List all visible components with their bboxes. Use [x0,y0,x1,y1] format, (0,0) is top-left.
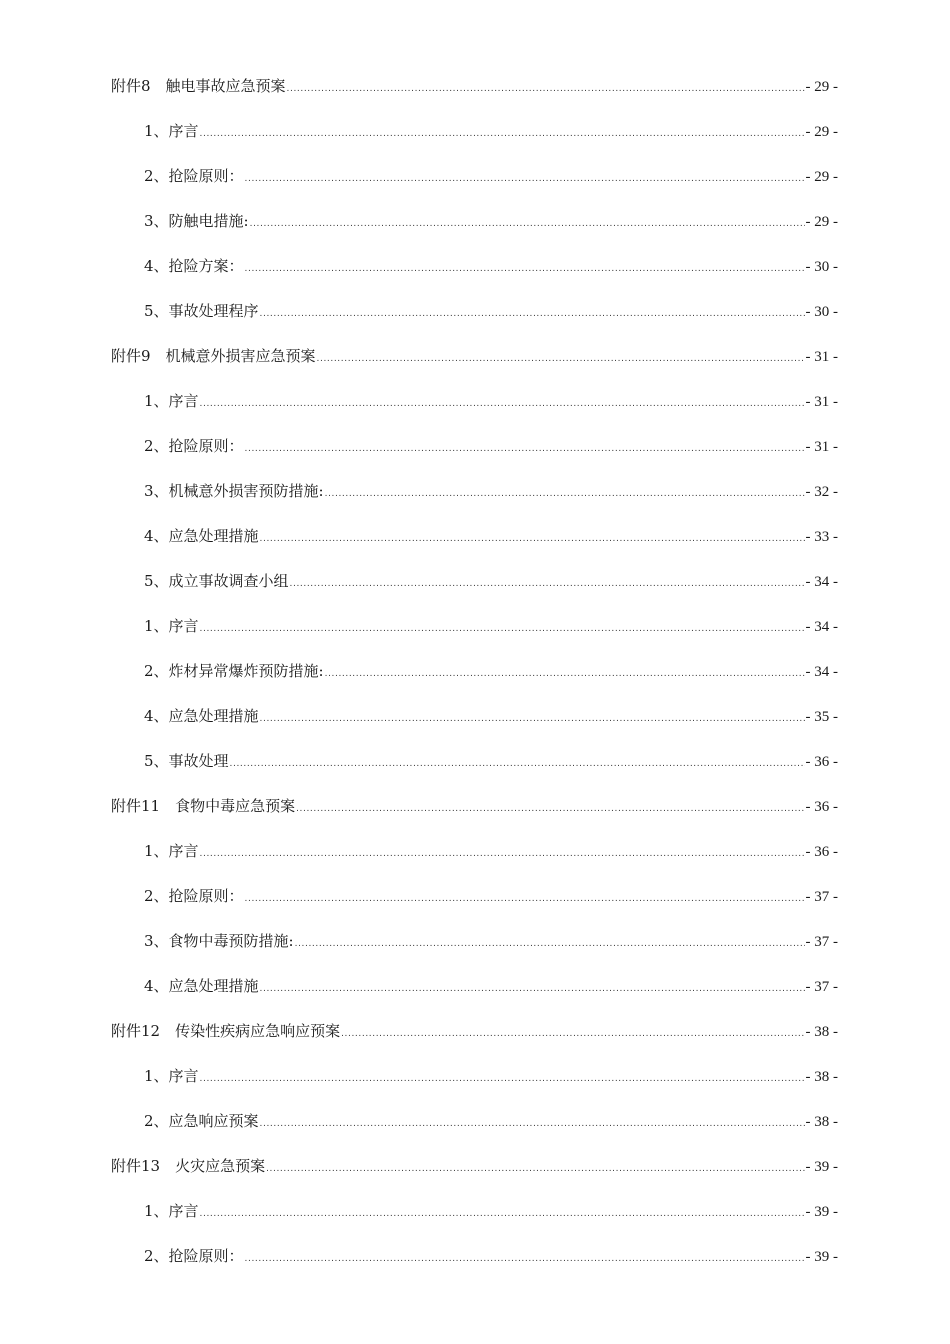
dot-leader [295,926,805,959]
toc-entry[interactable] [111,611,838,656]
toc-entry[interactable] [111,566,838,611]
toc-entry-title: 附件9 机械意外损害应急预案 [111,347,316,365]
toc-entry-page: - 29 - [805,169,838,185]
toc-entry[interactable] [111,296,838,341]
toc-entry-title: 2、应急响应预案 [144,1112,259,1130]
toc-entry-title: 3、食物中毒预防措施: [144,932,294,950]
toc-entry[interactable] [111,836,838,881]
dot-leader [200,1196,805,1229]
toc-entry[interactable] [111,701,838,746]
toc-entry-page: - 31 - [805,394,838,410]
toc-entry-page: - 36 - [805,754,838,770]
toc-entry[interactable] [111,1106,838,1151]
toc-entry-page: - 29 - [805,79,838,95]
dot-leader [290,566,805,599]
dot-leader [245,251,805,284]
toc-entry[interactable] [111,791,838,836]
dot-leader [245,881,805,914]
toc-entry[interactable] [111,926,838,971]
toc-entry[interactable] [111,881,838,926]
toc-entry-title: 5、成立事故调查小组 [144,572,289,590]
toc-entry-title: 附件8 触电事故应急预案 [111,77,286,95]
dot-leader [200,611,805,644]
dot-leader [230,746,805,779]
toc-entry-page: - 37 - [805,979,838,995]
dot-leader [200,836,805,869]
dot-leader [260,971,805,1004]
toc-entry-title: 2、抢险原则： [144,167,244,185]
toc-entry[interactable] [111,1241,838,1286]
dot-leader [200,1061,805,1094]
toc-entry-page: - 36 - [805,844,838,860]
dot-leader [245,431,805,464]
toc-entry-page: - 33 - [805,529,838,545]
toc-entry-title: 2、抢险原则： [144,1247,244,1265]
toc-entry-title: 附件12 传染性疾病应急响应预案 [111,1022,341,1040]
toc-entry-title: 1、序言 [144,1202,199,1220]
toc-entry[interactable] [111,1196,838,1241]
toc-entry[interactable] [111,521,838,566]
toc-entry[interactable] [111,1016,838,1061]
toc-entry-title: 附件11 食物中毒应急预案 [111,797,296,815]
dot-leader [317,341,805,374]
toc-entry-title: 3、防触电措施: [144,212,249,230]
toc-entry-page: - 39 - [805,1249,838,1265]
toc-entry-page: - 34 - [805,664,838,680]
toc-entry[interactable] [111,431,838,476]
toc-entry-page: - 39 - [805,1204,838,1220]
dot-leader [260,521,805,554]
dot-leader [325,656,805,689]
toc-entry-title: 2、炸材异常爆炸预防措施: [144,662,324,680]
toc-entry-page: - 34 - [805,574,838,590]
toc-entry-title: 1、序言 [144,1067,199,1085]
dot-leader [325,476,805,509]
toc-entry-page: - 38 - [805,1114,838,1130]
dot-leader [341,1016,804,1049]
dot-leader [266,1151,804,1184]
toc-entry-page: - 29 - [805,124,838,140]
toc-entry-title: 4、应急处理措施 [144,707,259,725]
toc-entry[interactable] [111,971,838,1016]
toc-entry-page: - 30 - [805,304,838,320]
toc-entry-title: 附件13 火灾应急预案 [111,1157,266,1175]
dot-leader [287,71,805,104]
toc-entry-title: 5、事故处理程序 [144,302,259,320]
dot-leader [260,701,805,734]
dot-leader [200,386,805,419]
toc-entry-page: - 35 - [805,709,838,725]
toc-entry-page: - 39 - [805,1159,838,1175]
dot-leader [260,296,805,329]
toc-entry[interactable] [111,386,838,431]
toc-entry[interactable] [111,116,838,161]
toc-entry-title: 2、抢险原则： [144,437,244,455]
toc-entry[interactable] [111,206,838,251]
dot-leader [260,1106,805,1139]
dot-leader [245,1241,805,1274]
toc-entry-title: 1、序言 [144,392,199,410]
toc-entry-title: 5、事故处理 [144,752,229,770]
toc-entry-page: - 34 - [805,619,838,635]
toc-entry-page: - 31 - [805,349,838,365]
toc-entry[interactable] [111,341,838,386]
table-of-contents [111,71,838,1286]
toc-entry[interactable] [111,71,838,116]
toc-entry-page: - 38 - [805,1069,838,1085]
toc-entry-page: - 31 - [805,439,838,455]
toc-entry-title: 4、应急处理措施 [144,527,259,545]
toc-entry-page: - 36 - [805,799,838,815]
toc-entry-title: 3、机械意外损害预防措施: [144,482,324,500]
toc-entry[interactable] [111,251,838,296]
toc-entry-page: - 32 - [805,484,838,500]
toc-entry-title: 1、序言 [144,842,199,860]
toc-entry-page: - 30 - [805,259,838,275]
toc-entry[interactable] [111,1151,838,1196]
toc-entry[interactable] [111,1061,838,1106]
toc-entry-title: 4、应急处理措施 [144,977,259,995]
toc-entry-page: - 37 - [805,889,838,905]
toc-entry[interactable] [111,656,838,701]
toc-entry[interactable] [111,161,838,206]
toc-entry-page: - 38 - [805,1024,838,1040]
toc-entry[interactable] [111,746,838,791]
dot-leader [245,161,805,194]
toc-entry-title: 4、抢险方案： [144,257,244,275]
toc-entry-title: 1、序言 [144,122,199,140]
dot-leader [200,116,805,149]
toc-entry-title: 2、抢险原则： [144,887,244,905]
dot-leader [296,791,804,824]
toc-entry[interactable] [111,476,838,521]
dot-leader [250,206,805,239]
toc-entry-page: - 29 - [805,214,838,230]
toc-entry-title: 1、序言 [144,617,199,635]
toc-entry-page: - 37 - [805,934,838,950]
